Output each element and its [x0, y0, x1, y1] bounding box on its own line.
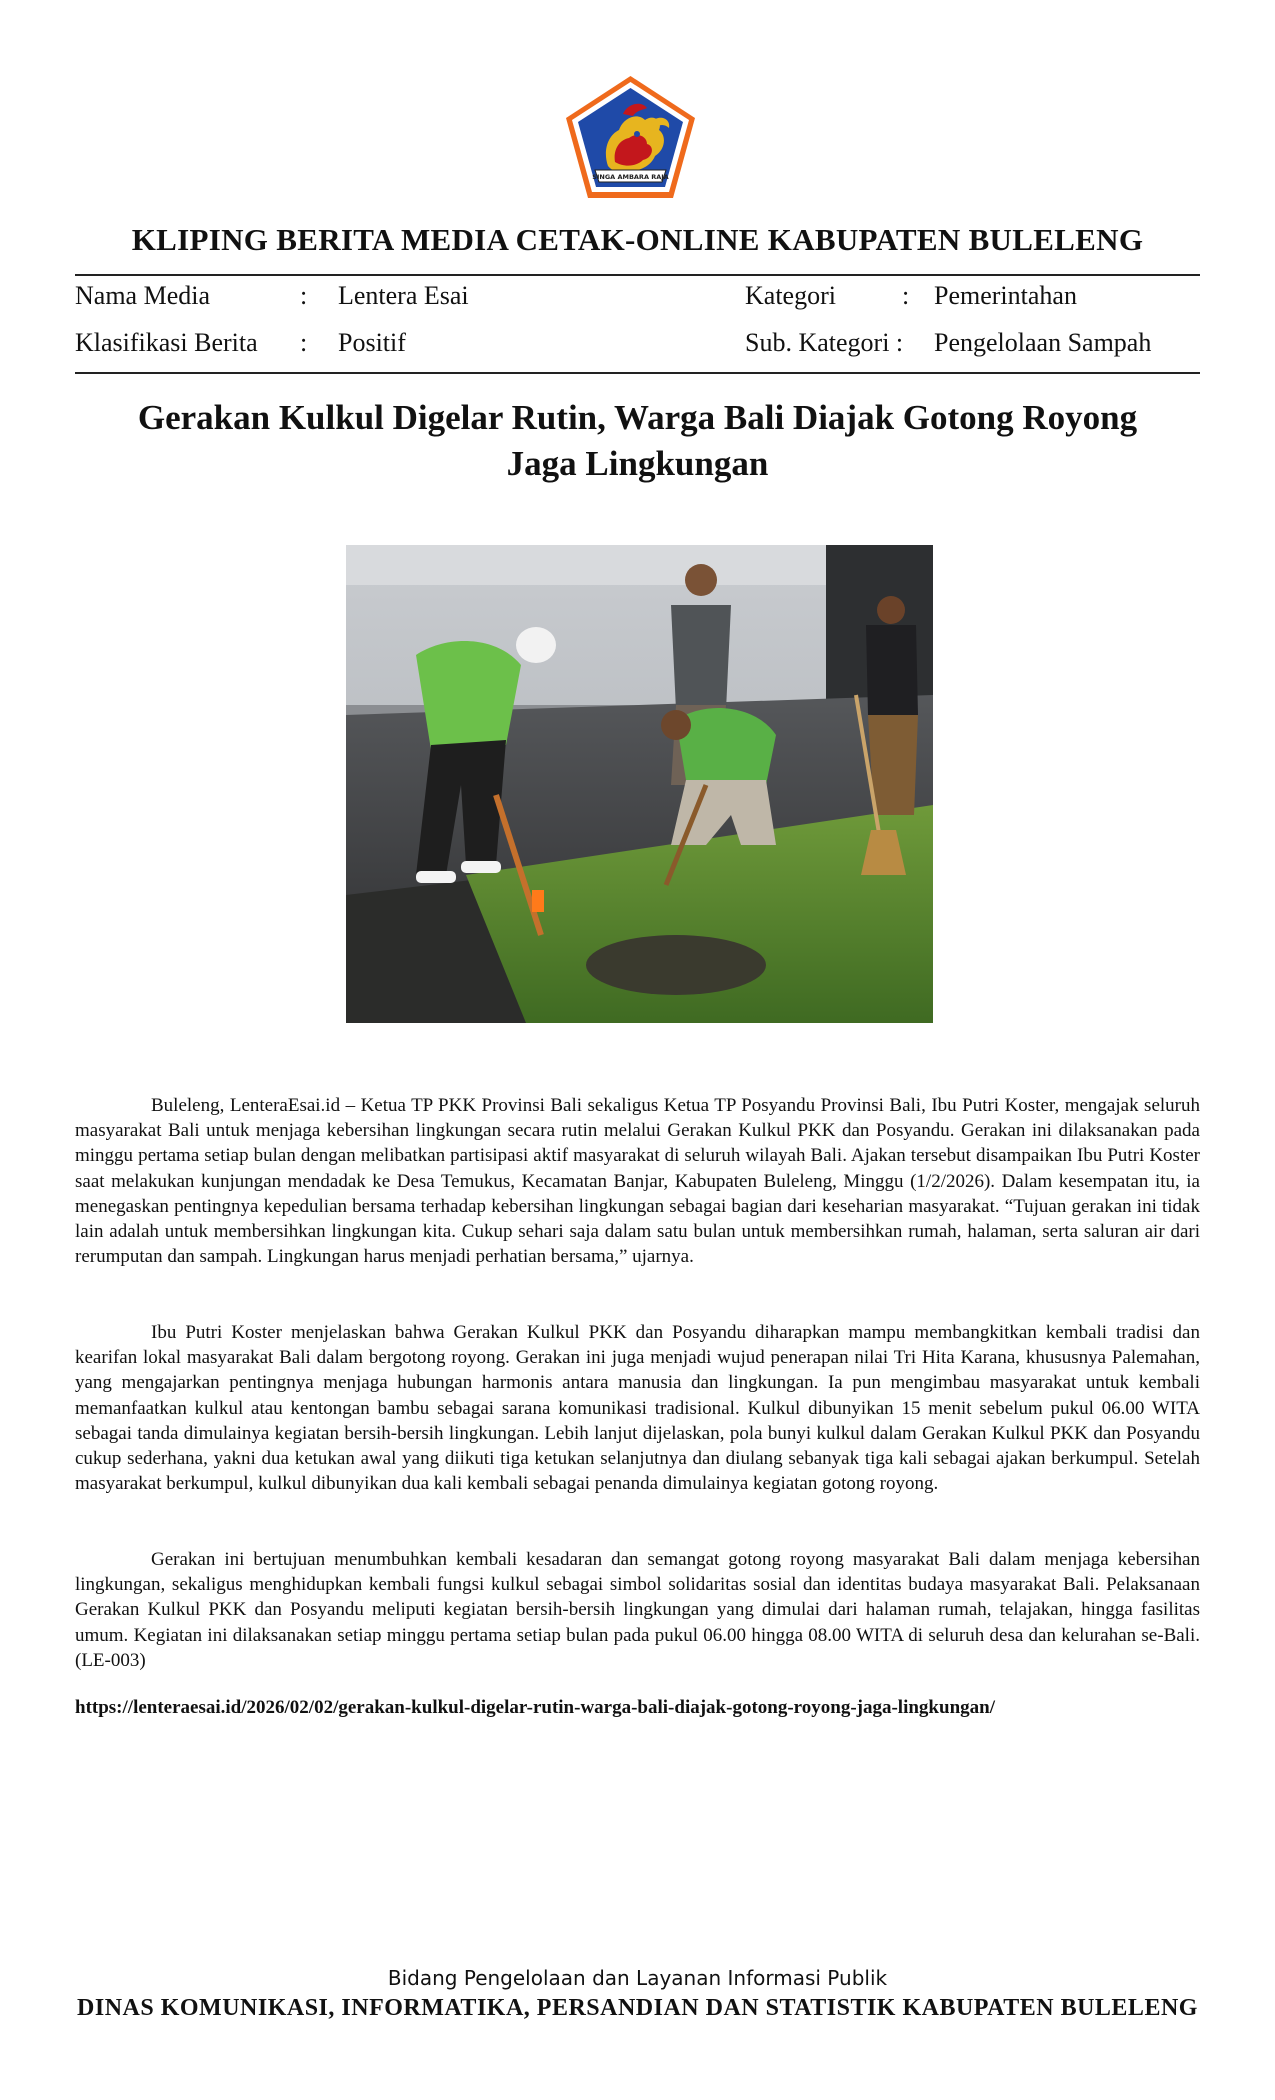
classification-label: Klasifikasi Berita [75, 328, 258, 357]
source-url-link[interactable]: https://lenteraesai.id/2026/02/02/gerakan-kulkul-digelar-rutin-warga-bali-diajak-gotong-royong-jaga-lingkungan/ [75, 1697, 995, 1718]
article-photo [346, 545, 933, 1023]
header-bottom-rule [75, 372, 1200, 374]
article-paragraph-3: Gerakan ini bertujuan menumbuhkan kembali kesadaran dan semangat gotong royong masyarakat Bali dalam menjaga kebersihan lingkungan, sekaligus menghidupkan kembali fungsi kulkul sebagai simbol solidaritas sosial dan identitas budaya masyarakat Bali. Pelaksanaan Gerakan Kulkul PKK dan Posyandu meliputi kegiatan bersih-bersih lingkungan yang dimulai dari halaman rumah, telajakan, hingga fasilitas umum. Kegiatan ini dilaksanakan setiap minggu pertama setiap bulan pada pukul 06.00 hingga 08.00 WITA di seluruh desa dan kelurahan se-Bali. (LE-003) [75, 1549, 1200, 1671]
classification-value: Positif [338, 328, 406, 357]
media-label: Nama Media [75, 281, 211, 310]
subcategory-value: Pengelolaan Sampah [934, 328, 1152, 357]
category-value: Pemerintahan [934, 281, 1077, 310]
article-paragraph-2: Ibu Putri Koster menjelaskan bahwa Gerakan Kulkul PKK dan Posyandu diharapkan mampu membangkitkan kembali tradisi dan kearifan lokal masyarakat Bali dalam bergotong royong. Gerakan ini juga menjadi wujud penerapan nilai Tri Hita Karana, khususnya Palemahan, yang mengajarkan pentingnya menjaga hubungan harmonis antara manusia dan lingkungan. Ia pun mengimbau masyarakat untuk kembali memanfaatkan kulkul atau kentongan bambu sebagai sarana komunikasi tradisional. Kulkul dibunyikan 15 menit sebelum pukul 06.00 WITA sebagai tanda dimulainya kegiatan bersih-bersih lingkungan. Lebih lanjut dijelaskan, pola bunyi kulkul dalam Gerakan Kulkul PKK dan Posyandu cukup sederhana, yakni dua ketukan awal yang diikuti tiga ketukan selanjutnya dan diulang sebanyak tiga kali sebagai ajakan berkumpul. Setelah masyarakat berkumpul, kulkul dibunyikan dua kali kembali sebagai penanda dimulainya kegiatan gotong royong. [75, 1322, 1200, 1495]
footer-agency: DINAS KOMUNIKASI, INFORMATIKA, PERSANDIAN DAN STATISTIK KABUPATEN BULELENG [77, 1995, 1198, 2021]
subcategory-label: Sub. Kategori : [745, 328, 904, 357]
media-colon: : [300, 281, 308, 310]
category-label: Kategori [745, 281, 836, 310]
footer-division: Bidang Pengelolaan dan Layanan Informasi Publik [387, 1966, 888, 1990]
logo-motto: SINGA AMBARA RAJA [592, 173, 669, 181]
headline-line-1: Gerakan Kulkul Digelar Rutin, Warga Bali Diajak Gotong Royong [137, 398, 1138, 437]
document-title: KLIPING BERITA MEDIA CETAK-ONLINE KABUPATEN BULELENG [131, 222, 1144, 257]
buleleng-regency-logo [563, 74, 698, 200]
header-top-rule [75, 274, 1200, 276]
media-value: Lentera Esai [338, 281, 469, 310]
category-colon: : [902, 281, 910, 310]
headline-line-2: Jaga Lingkungan [506, 444, 769, 483]
classification-colon: : [300, 328, 308, 357]
article-headline [100, 395, 1175, 487]
article-paragraph-1: Buleleng, LenteraEsai.id – Ketua TP PKK Provinsi Bali sekaligus Ketua TP Posyandu Provinsi Bali, Ibu Putri Koster, mengajak seluruh masyarakat Bali untuk menjaga kebersihan lingkungan secara rutin melalui Gerakan Kulkul PKK dan Posyandu. Gerakan ini dilaksanakan pada minggu pertama setiap bulan dengan melibatkan partisipasi aktif masyarakat di seluruh wilayah Bali. Ajakan tersebut disampaikan Ibu Putri Koster saat melakukan kunjungan mendadak ke Desa Temukus, Kecamatan Banjar, Kabupaten Buleleng, Minggu (1/2/2026). Dalam kesempatan itu, ia menegaskan pentingnya kepedulian bersama terhadap kebersihan lingkungan sebagai bagian dari keseharian masyarakat. “Tujuan gerakan ini tidak lain adalah untuk membersihkan lingkungan kita. Cukup sehari saja dalam satu bulan untuk membersihkan rumah, halaman, serta saluran air dari rerumputan dan sampah. Lingkungan harus menjadi perhatian bersama,” ujarnya. [75, 1095, 1200, 1268]
